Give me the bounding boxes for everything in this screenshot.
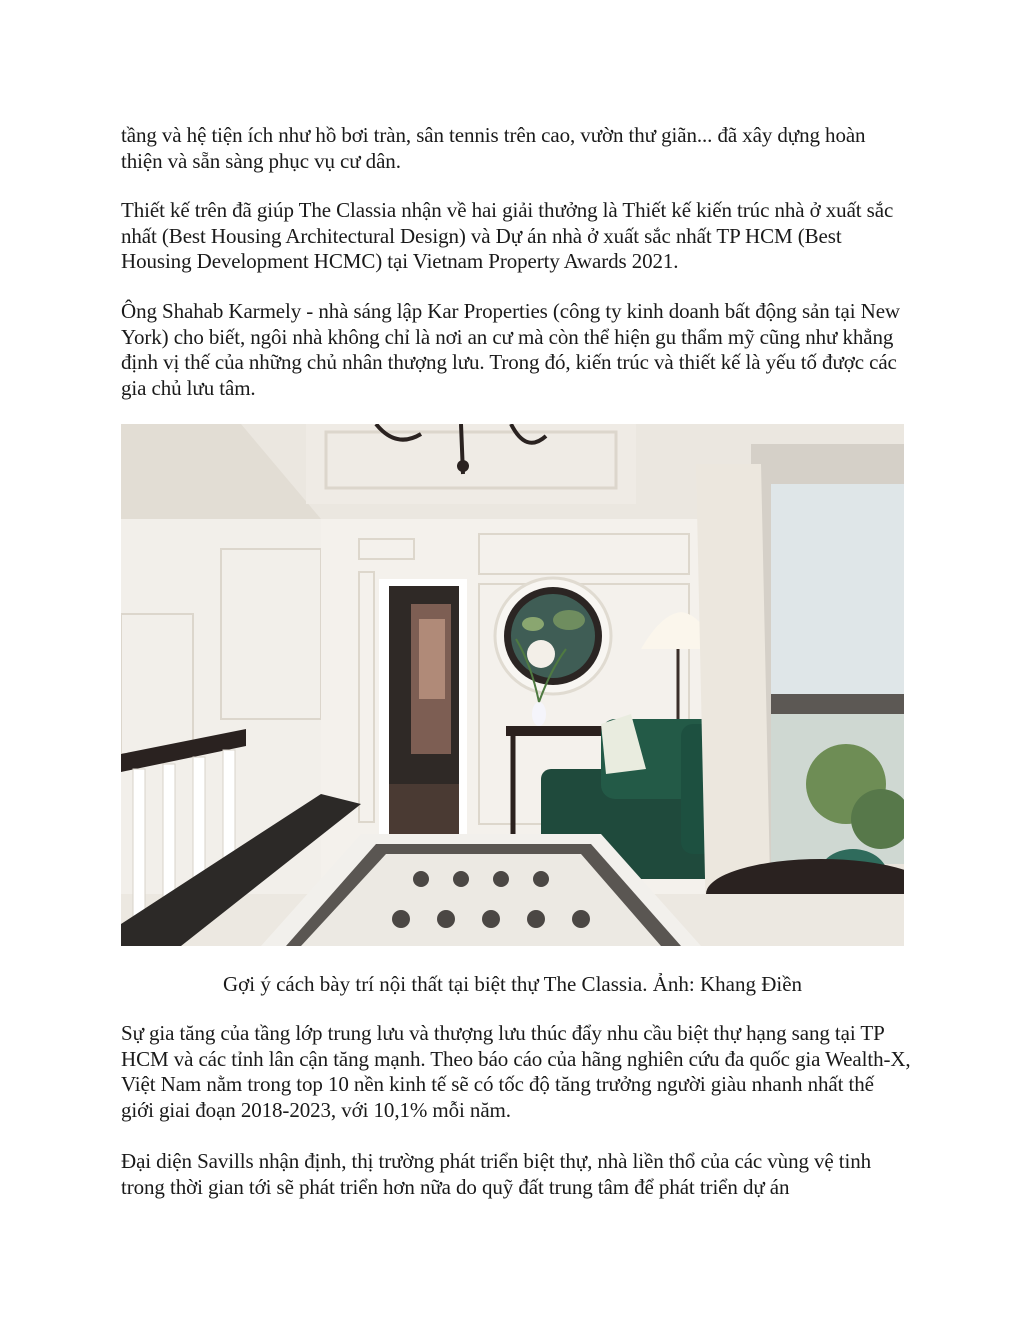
paragraph: Ông Shahab Karmely - nhà sáng lập Kar Properties (công ty kinh doanh bất động sản tại New York) cho biết, ngôi nhà không chỉ là nơi an cư mà còn thể hiện gu thẩm mỹ cũng như khẳng định vị thế của những chủ nhân thượng lưu. Trong đó, kiến trúc và thiết kế là yếu tố được các gia chủ lưu tâm.: [121, 299, 900, 400]
interior-photo: [121, 424, 904, 946]
paragraph: tầng và hệ tiện ích như hồ bơi tràn, sân tennis trên cao, vườn thư giãn... đã xây dựng hoàn thiện và sẵn sàng phục vụ cư dân.: [121, 123, 866, 173]
paragraph: Đại diện Savills nhận định, thị trường phát triển biệt thự, nhà liền thổ của các vùng vệ tinh trong thời gian tới sẽ phát triển hơn nữa do quỹ đất trung tâm để phát triển dự án: [121, 1149, 872, 1199]
paragraph: Thiết kế trên đã giúp The Classia nhận về hai giải thưởng là Thiết kế kiến trúc nhà ở xuất sắc nhất (Best Housing Architectural Design) và Dự án nhà ở xuất sắc nhất TP HCM (Best Housing Development HCMC) tại Vietnam Property Awards 2021.: [121, 198, 894, 273]
image-caption: Gợi ý cách bày trí nội thất tại biệt thự The Classia. Ảnh: Khang Điền: [222, 972, 803, 996]
paragraph: Sự gia tăng của tầng lớp trung lưu và thượng lưu thúc đẩy nhu cầu biệt thự hạng sang tại TP HCM và các tỉnh lân cận tăng mạnh. Theo báo cáo của hãng nghiên cứu đa quốc gia Wealth-X, Việt Nam nằm trong top 10 nền kinh tế sẽ có tốc độ tăng trưởng người giàu nhanh nhất thế giới giai đoạn 2018-2023, với 10,1% mỗi năm.: [121, 1021, 911, 1122]
